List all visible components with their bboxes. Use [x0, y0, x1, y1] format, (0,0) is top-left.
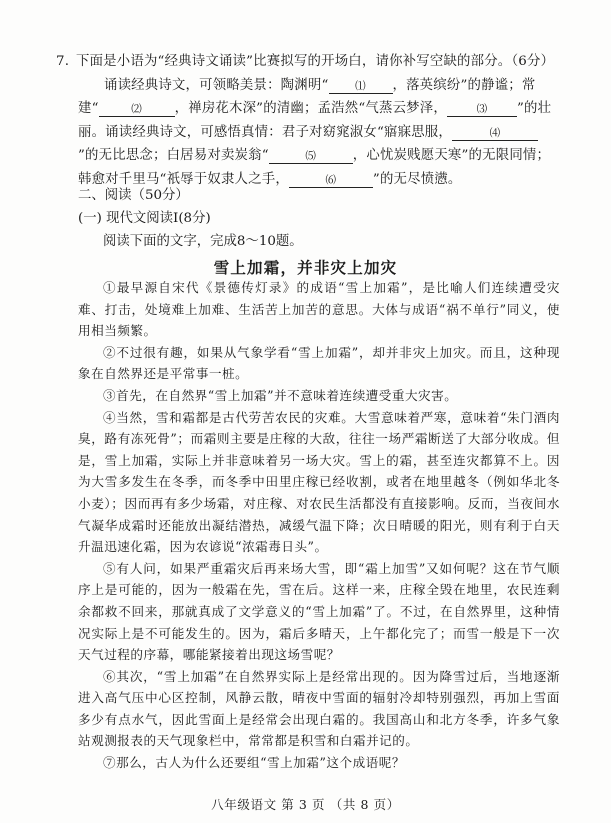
article-paragraph-5: ⑤有人问，如果严重霜灾后再来场大雪，即“霜上加雪”又如何呢？这在节气顺序上是可能的，因为一般霜在先，雪在后。这样一来，庄稼全毁在地里，农民连剩余都救不回来，那就真成了文学意义的“雪上加霜”了。不过，在自然界里，这种情况实际上是不可能发生的。因为，霜后多晴天，上午都化完了；而雪一般是下一次天气过程的序幕，哪能紧接着出现这场雪呢？ [78, 560, 560, 663]
question-7-prompt [56, 50, 556, 74]
question-number: 7. [56, 54, 70, 69]
article-paragraph-1: ①最早源自宋代《景德传灯录》的成语“雪上加霜”，是比喻人们连续遭受灾难、打击，处境难上加难、生活苦上加苦的意思。大体与成语“祸不单行”同义，使用相当频繁。 [78, 280, 560, 339]
fill-blank-1: ⑴ [329, 79, 393, 94]
question-prompt-text: 下面是小语为“经典诗文诵读”比赛拟写的开场白，请你补写空缺的部分。（6分） [76, 54, 555, 69]
article-paragraph-6: ⑥其次，“雪上加霜”在自然界实际上是经常出现的。因为降雪过后，当地逐渐进入高气压中心区控制，风静云散，晴夜中雪面的辐射冷却特别强烈，再加上雪面多少有点水气，因此雪面上是经常会出现白霜的。我国高山和北方冬季，许多气象站观测报表的天气现象栏中，常常都是积雪和白霜并记的。 [78, 668, 560, 749]
fill-blank-3: ⑶ [447, 102, 517, 117]
article-paragraph-7: ⑦那么，古人为什么还要组“雪上加霜”这个成语呢？ [103, 755, 405, 771]
section-heading: 二、阅读（50分） [78, 188, 189, 203]
question-7-passage [78, 74, 556, 192]
passage-segment: ”的无尽愤懑。 [372, 171, 462, 187]
passage-segment: ”的壮丽。诵读经典诗文，可感悟真情：君子对窈窕淑女“寤寐思服， [78, 101, 552, 140]
article-paragraph-2: ②不过很有趣，如果从气象学看“雪上加霜”，却并非灾上加灾。而且，这种现象在自然界还是平常事一桩。 [78, 344, 560, 382]
article-paragraph-3: ③首先，在自然界“雪上加霜”并不意味着连续遭受重大灾害。 [103, 387, 458, 403]
article-body [78, 277, 560, 774]
passage-segment: ，落英缤纷”的静谧；常建“ [78, 77, 536, 116]
article-paragraph-4: ④当然，雪和霜都是古代劳苦农民的灾难。大雪意味着严寒，意味着“朱门酒肉臭，路有冻死骨”；而霜则主要是庄稼的大敌，往往一场严霜断送了大部分收成。但是，雪上加霜，实际上并非意味着另一场大灾。雪上的霜，甚至连灾都算不上。因为大雪多发生在冬季，而冬季中田里庄稼已经收割，或者在地里越冬（例如华北冬小麦）；因而再有多少场霜，对庄稼、对农民生活都没有直接影响。反而，当夜间水气凝华成霜时还能放出凝结潜热，减缓气温下降；次日晴暖的阳光，则有利于白天升温迅速化霜，因为农谚说“浓霜毒日头”。 [78, 409, 560, 555]
passage-segment: ，禅房花木深”的清幽；孟浩然“气蒸云梦泽， [174, 101, 447, 116]
passage-segment: ，心忧炭贱愿天寒”的无限同情；韩愈对千里马“祇辱于奴隶人之手， [78, 148, 551, 187]
subsection-heading: (一) 现代文阅读Ⅰ(8分) [78, 211, 211, 226]
question-7 [56, 50, 556, 191]
reading-instruction: 阅读下面的文字，完成8～10题。 [103, 234, 303, 249]
fill-blank-2: ⑵ [99, 102, 175, 117]
passage-segment: ”的无比思念；白居易对卖炭翁“ [78, 148, 269, 163]
fill-blank-5: ⑸ [269, 149, 353, 164]
passage-segment: 诵读经典诗文，可领略美景：陶渊明“ [104, 77, 329, 93]
fill-blank-6: ⑹ [289, 173, 373, 188]
fill-blank-4: ⑷ [452, 126, 538, 141]
article-title: 雪上加霜，并非灾上加灾 [213, 258, 398, 277]
page-footer: 八年级语文 第 3 页 （共 8 页） [211, 797, 400, 812]
